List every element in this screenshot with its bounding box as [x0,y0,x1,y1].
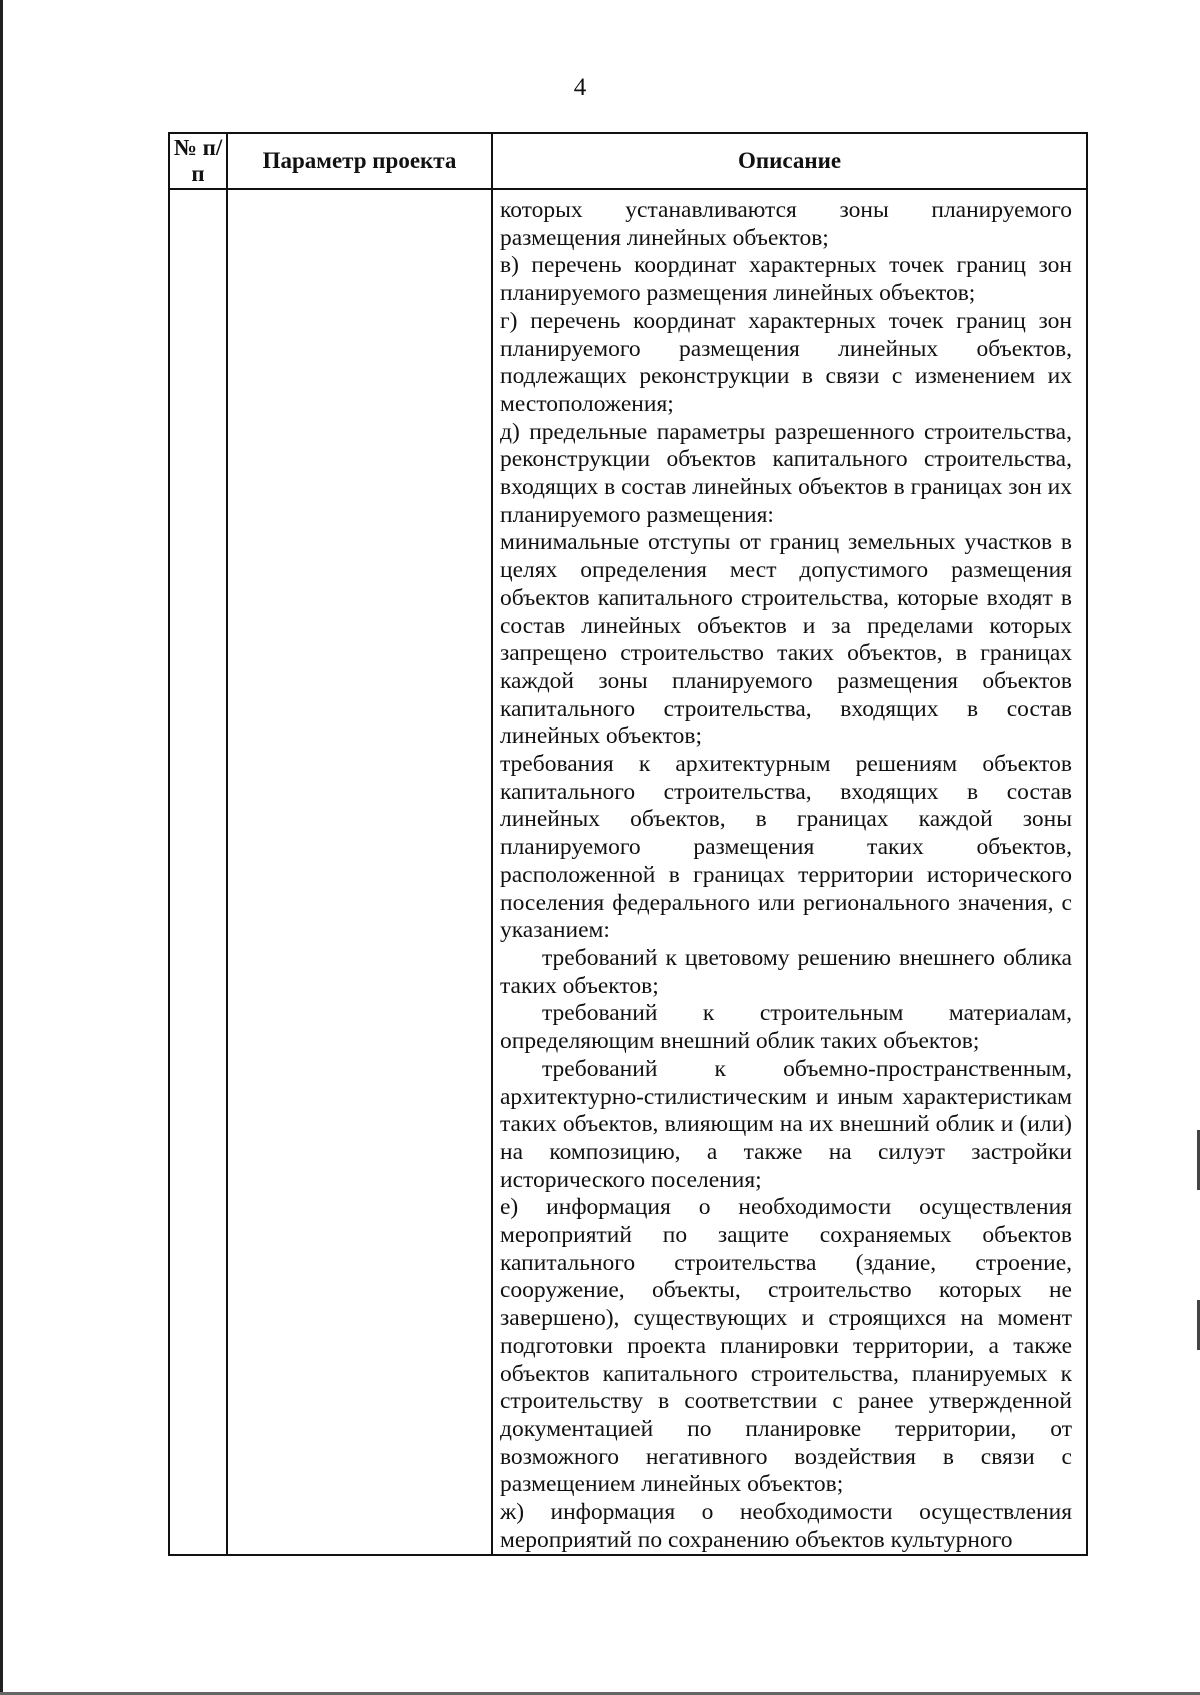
description-text [493,190,1086,1554]
table-row [169,189,1087,1555]
cell-parameter [227,189,492,1555]
description-paragraph: требования к архитектурным решениям объектов капитального строительства, входящих в состав линейных объектов, в границах каждой зоны планируемого размещения таких объектов, расположенной в границах территории исторического поселения федерального или регионального значения, с указанием: [500,751,1072,944]
description-paragraph: которых устанавливаются зоны планируемого размещения линейных объектов; [500,197,1072,251]
parameters-table [168,132,1088,1556]
page-number: 4 [573,74,587,101]
description-paragraph: д) предельные параметры разрешенного строительства, реконструкции объектов капитального строительства, входящих в состав линейных объектов в границах зон их планируемого размещения: [500,418,1072,528]
header-parameter: Параметр проекта [227,133,492,189]
description-paragraph: требований к объемно-пространственным, архитектурно-стилистическим и иным характеристикам таких объектов, влияющим на их внешний облик и (или) на композицию, а также на силуэт застройки исторического поселения; [500,1055,1072,1193]
description-paragraph: минимальные отступы от границ земельных участков в целях определения мест допустимого размещения объектов капитального строительства, которые входят в состав линейных объектов и за пределами которых запрещено строительство таких объектов, в границах каждой зоны планируемого размещения объектов капитального строительства, входящих в состав линейных объектов; [500,529,1072,750]
header-description: Описание [492,133,1087,189]
description-paragraph: г) перечень координат характерных точек границ зон планируемого размещения линейных объектов, подлежащих реконструкции в связи с изменением их местоположения; [500,307,1072,417]
cell-description [492,189,1087,1555]
description-paragraph: в) перечень координат характерных точек границ зон планируемого размещения линейных объектов; [500,252,1072,307]
table-header-row [169,133,1087,189]
description-paragraph: требований к строительным материалам, определяющим внешний облик таких объектов; [500,1000,1072,1055]
description-paragraph: требований к цветовому решению внешнего облика таких объектов; [500,944,1072,999]
description-paragraph: ж) информация о необходимости осуществления мероприятий по сохранению объектов культурного [500,1499,1072,1553]
scan-left-edge [0,0,3,1695]
cell-number [169,189,227,1555]
header-number: № п/п [169,133,227,189]
description-paragraph: е) информация о необходимости осуществления мероприятий по защите сохраняемых объектов капитального строительства (здание, строение, сооружение, объекты, строительство которых не завершено), существующих и строящихся на момент подготовки проекта планировки территории, а также объектов капитального строительства, планируемых к строительству в соответствии с ранее утвержденной документацией по планировке территории, от возможного негативного воздействия в связи с размещением линейных объектов; [500,1194,1072,1498]
